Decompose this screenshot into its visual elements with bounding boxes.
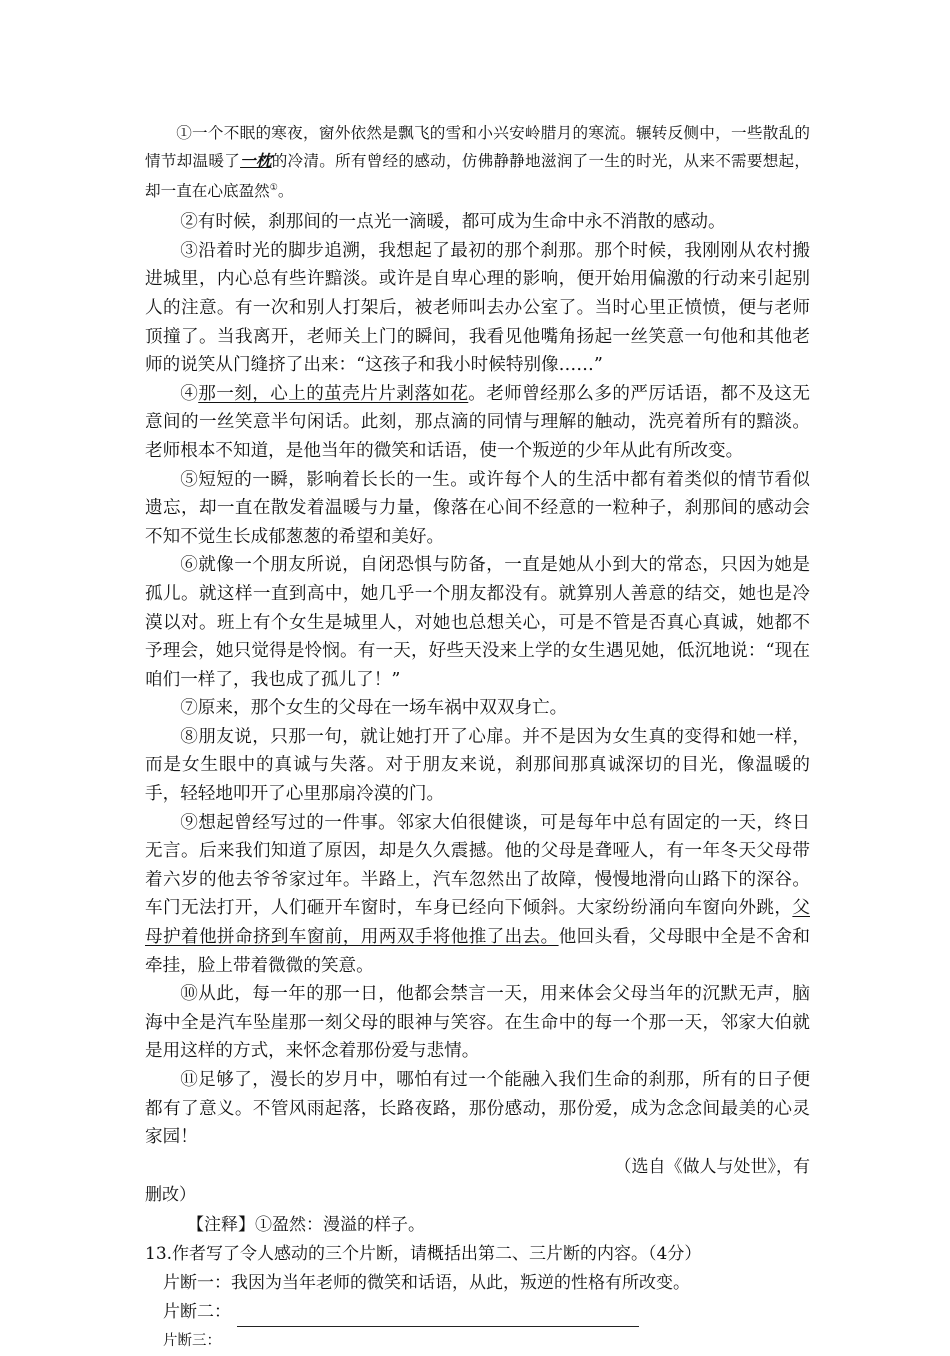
footnote-marker: ① bbox=[269, 183, 278, 193]
paragraph-4 bbox=[145, 380, 810, 466]
paragraph-6: ⑥就像一个朋友所说，自闭恐惧与防备，一直是她从小到大的常态，只因为她是孤儿。就这样一直到高中，她几乎一个朋友都没有。就算别人善意的结交，她也是冷漠以对。班上有个女生是城里人，对她也总想关心，可是不管是否真心真诚，她都不予理会，她只觉得是怜悯。有一天，好些天没来上学的女生遇见她，低沉地说：“现在咱们一样了，我也成了孤儿了！” bbox=[145, 555, 810, 690]
question-13: 13.作者写了令人感动的三个片断，请概括出第二、三片断的内容。（4分） bbox=[145, 1243, 702, 1264]
source-citation: （选自《做人与处世》，有 bbox=[614, 1156, 810, 1177]
answer-fragment-1: 片断一：我因为当年老师的微笑和话语，从此，叛逆的性格有所改变。 bbox=[163, 1272, 690, 1293]
paragraph-1-text: ①一个不眠的寒夜，窗外依然是飘飞的雪和小兴安岭腊月的寒流。辗转反侧中，一些散乱的情节却温暖了 bbox=[145, 124, 810, 170]
paragraph-11: ⑪足够了，漫长的岁月中，哪怕有过一个能融入我们生命的刹那，所有的日子便都有了意义。不管风雨起落，长路夜路，那份感动，那份爱，成为念念间最美的心灵家园！ bbox=[145, 1070, 810, 1148]
document-body bbox=[145, 120, 810, 1356]
paragraph-10: ⑩从此，每一年的那一日，他都会禁言一天，用来体会父母当年的沉默无声，脑海中全是汽车坠崖那一刻父母的眼神与笑容。在生命中的每一个那一天，邻家大伯就是用这样的方式，来怀念着那份爱与悲情。 bbox=[145, 984, 810, 1062]
paragraph-7: ⑦原来，那个女生的父母在一场车祸中双双身亡。 bbox=[180, 698, 568, 719]
source-citation-tail: 删改） bbox=[145, 1184, 196, 1205]
paragraph-3: ③沿着时光的脚步追溯，我想起了最初的那个刹那。那个时候，我刚刚从农村搬进城里，内心总有些许黯淡。或许是自卑心理的影响，便开始用偏激的行动来引起别人的注意。有一次和别人打架后，被老师叫去办公室了。当时心里正愤愤，便与老师顶撞了。当我离开，老师关上门的瞬间，我看见他嘴角扬起一丝笑意一句他和其他老师的说笑从门缝挤了出来：“这孩子和我小时候特别像……” bbox=[145, 240, 810, 376]
paragraph-8: ⑧朋友说，只那一句，就让她打开了心扉。并不是因为女生真的变得和她一样，而是女生眼中的真诚与失落。对于朋友来说，刹那间那真诚深切的目光，像温暖的手，轻轻地叩开了心里那扇冷漠的门。 bbox=[145, 726, 810, 805]
answer-blank-line[interactable] bbox=[237, 1306, 639, 1327]
paragraph-9-text-2: 他回头看，父母眼中全是不舍和牵挂，脸上带着微微的笑意。 bbox=[145, 927, 810, 976]
paragraph-9 bbox=[145, 809, 810, 981]
underlined-sentence-1: 那一刻，心上的茧壳片片剥落如花 bbox=[198, 383, 469, 404]
paragraph-9-text: ⑨想起曾经写过的一件事。邻家大伯很健谈，可是每年中总有固定的一天，终日无言。后来我们知道了原因，却是久久震撼。他的父母是聋哑人，有一年冬天父母带着六岁的他去爷爷家过年。半路上，汽车忽然出了故障，慢慢地滑向山路下的深谷。车门无法打开，人们砸开车窗时，车身已经向下倾斜。大家纷纷涌向车窗向外跳， bbox=[145, 812, 810, 919]
underlined-sentence-2: 父母护着他拼命挤到车窗前，用两双手将他推了出去。 bbox=[145, 898, 810, 948]
annotation-note: 【注释】①盈然：漫溢的样子。 bbox=[187, 1214, 425, 1235]
paragraph-5: ⑤短短的一瞬，影响着长长的一生。或许每个人的生活中都有着类似的情节看似遗忘，却一直在散发着温暖与力量，像落在心间不经意的一粒种子，刹那间的感动会不知不觉生长成郁葱葱的希望和美好。 bbox=[145, 469, 810, 547]
answer-fragment-3: 片断三： bbox=[163, 1332, 221, 1349]
paragraph-1-end: 。 bbox=[277, 182, 294, 201]
paragraph-1-emphasis: 一枕 bbox=[240, 151, 272, 170]
paragraph-1 bbox=[145, 120, 810, 205]
paragraph-4-number: ④ bbox=[180, 383, 199, 404]
answer-fragment-2 bbox=[145, 1298, 810, 1327]
answer-fragment-2-label: 片断二： bbox=[163, 1301, 231, 1322]
paragraph-4-text: 。老师曾经那么多的严厉话语，都不及这无意间的一丝笑意半句闲话。此刻，那点滴的同情与理解的触动，洗亮着所有的黯淡。老师根本不知道，是他当年的微笑和话语，使一个叛逆的少年从此有所改变。 bbox=[145, 383, 810, 461]
paragraph-1-text-2: 的冷清。所有曾经的感动，仿佛静静地滋润了一生的时光，从来不需要想起，却一直在心底盈然 bbox=[145, 152, 810, 201]
paragraph-2: ②有时候，刹那间的一点光一滴暖，都可成为生命中永不消散的感动。 bbox=[180, 212, 726, 233]
